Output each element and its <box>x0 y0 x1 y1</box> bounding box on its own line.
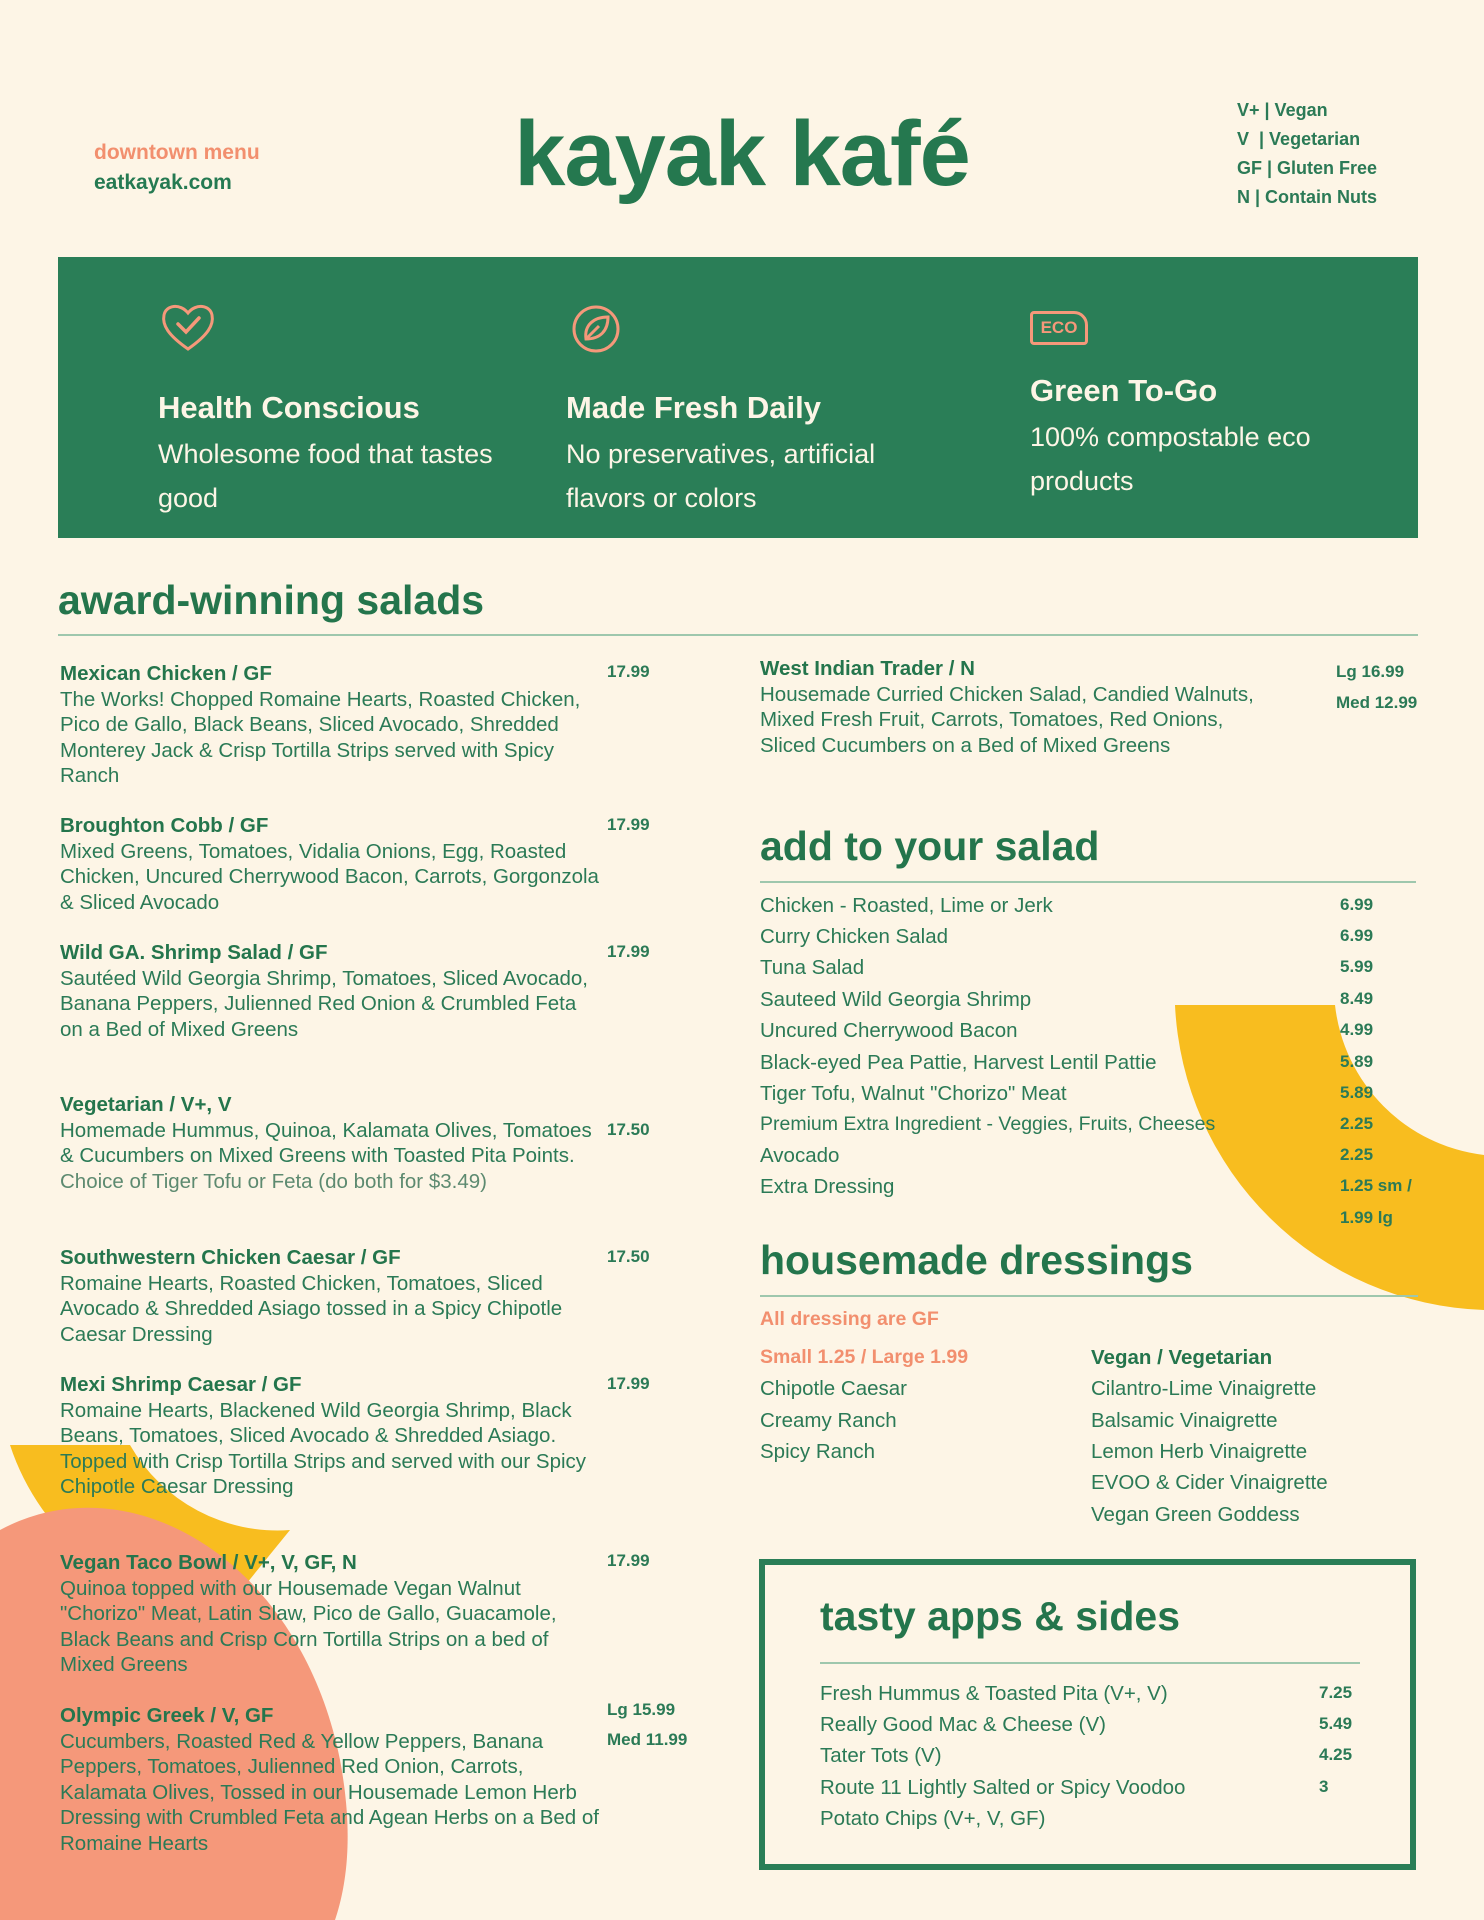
dressing-item: Chipotle Caesar <box>760 1377 907 1400</box>
salad-desc: Cucumbers, Roasted Red & Yellow Peppers, Banana Peppers, Tomatoes, Julienned Red Onion, Carrots, Kalamata Olives, Tossed in our Housemade Lemon Herb Dressing with Crumbled Feta and Agean Herbs on a Bed of Romaine Hearts <box>60 1729 599 1855</box>
feature-desc: Wholesome food that tastes good <box>158 439 493 513</box>
salad-desc: The Works! Chopped Romaine Hearts, Roasted Chicken, Pico de Gallo, Black Beans, Sliced Avocado, Shredded Monterey Jack & Crisp Tortilla Strips served with Spicy Ranch <box>60 687 581 787</box>
addon-name: Black-eyed Pea Pattie, Harvest Lentil Pattie <box>760 1051 1157 1074</box>
addon-name: Uncured Cherrywood Bacon <box>760 1019 1018 1042</box>
dressings-note: All dressing are GF <box>760 1308 939 1330</box>
menu-label: downtown menu <box>94 141 260 164</box>
app-price: 7.25 <box>1319 1683 1353 1702</box>
salad-price-large: Lg 16.99 <box>1336 662 1405 681</box>
salad-item <box>60 1245 600 1347</box>
salad-item <box>60 813 600 915</box>
addon-name: Tuna Salad <box>760 956 865 979</box>
addon-name: Avocado <box>760 1144 840 1167</box>
salad-name: West Indian Trader / N <box>760 657 975 680</box>
salad-desc: Mixed Greens, Tomatoes, Vidalia Onions, Egg, Roasted Chicken, Uncured Cherrywood Bacon, Carrots, Gorgonzola & Sliced Avocado <box>60 839 599 914</box>
feature-green <box>1030 297 1410 503</box>
dressing-item: Vegan Green Goddess <box>1091 1503 1300 1526</box>
salad-price: 17.99 <box>607 942 650 961</box>
addon-price: 8.49 <box>1340 989 1374 1008</box>
salad-desc: Housemade Curried Chicken Salad, Candied Walnuts, Mixed Fresh Fruit, Carrots, Tomatoes, Red Onions, Sliced Cucumbers on a Bed of Mixed Greens <box>760 682 1254 757</box>
dressing-item: Balsamic Vinaigrette <box>1091 1409 1278 1432</box>
eco-badge-text: ECO <box>1040 318 1078 337</box>
dressings-sizes: Small 1.25 / Large 1.99 <box>760 1346 969 1368</box>
salad-price-medium: Med 11.99 <box>607 1730 688 1749</box>
salad-desc: Romaine Hearts, Roasted Chicken, Tomatoes, Sliced Avocado & Shredded Asiago tossed in a Spicy Chipotle Caesar Dressing <box>60 1271 563 1346</box>
addon-price: 6.99 <box>1340 926 1374 945</box>
addon-name: Premium Extra Ingredient - Veggies, Fruits, Cheeses <box>760 1113 1216 1135</box>
salads-heading: award-winning salads <box>58 577 485 623</box>
salad-name: Mexican Chicken / GF <box>60 662 272 685</box>
salad-item <box>60 1092 600 1194</box>
salad-name: Vegan Taco Bowl / V+, V, GF, N <box>60 1551 357 1574</box>
app-name: Route 11 Lightly Salted or Spicy Voodoo <box>820 1776 1186 1799</box>
salad-name: Vegetarian / V+, V <box>60 1093 232 1116</box>
addon-price: 5.89 <box>1340 1052 1374 1071</box>
features-banner <box>58 257 1418 538</box>
salad-price: 17.50 <box>607 1247 650 1266</box>
diet-legend <box>1237 96 1377 212</box>
salad-price: 17.99 <box>607 1374 650 1393</box>
addon-price: 5.89 <box>1340 1083 1374 1102</box>
salad-desc: Quinoa topped with our Housemade Vegan Walnut "Chorizo" Meat, Latin Slaw, Pico de Gallo, Guacamole, Black Beans and Crisp Corn Tortilla Strips on a bed of Mixed Greens <box>60 1576 557 1676</box>
addon-price: 4.99 <box>1340 1020 1374 1039</box>
salad-desc <box>60 1118 600 1195</box>
salad-price: 17.50 <box>607 1120 650 1139</box>
dressing-item: EVOO & Cider Vinaigrette <box>1091 1471 1328 1494</box>
dressing-item: Lemon Herb Vinaigrette <box>1091 1440 1308 1463</box>
addons-rule <box>760 881 1416 883</box>
heart-check-icon <box>158 297 218 357</box>
salad-desc-main: Homemade Hummus, Quinoa, Kalamata Olives, Tomatoes & Cucumbers on Mixed Greens with Toasted Pita Points. <box>60 1118 592 1167</box>
dressings-heading: housemade dressings <box>760 1237 1193 1283</box>
salad-desc: Sautéed Wild Georgia Shrimp, Tomatoes, Sliced Avocado, Banana Peppers, Julienned Red Onion & Crumbled Feta on a Bed of Mixed Greens <box>60 966 588 1041</box>
app-name: Tater Tots (V) <box>820 1744 942 1767</box>
salad-desc-option: Choice of Tiger Tofu or Feta (do both for $3.49) <box>60 1169 487 1193</box>
dressings-rule <box>760 1295 1418 1297</box>
page-title: kayak kafé <box>514 103 970 205</box>
dressing-item: Cilantro-Lime Vinaigrette <box>1091 1377 1317 1400</box>
addon-price: 2.25 <box>1340 1114 1374 1133</box>
feature-title: Health Conscious <box>158 390 420 425</box>
salad-price: 17.99 <box>607 1551 650 1570</box>
legend-item: V+ | Vegan <box>1237 100 1328 120</box>
salad-item <box>60 940 600 1042</box>
apps-heading: tasty apps & sides <box>820 1593 1181 1639</box>
vegan-dressings-heading: Vegan / Vegetarian <box>1091 1346 1273 1369</box>
feature-desc: No preservatives, artificial flavors or colors <box>566 439 876 513</box>
salad-item <box>60 1703 600 1856</box>
salad-price-large: Lg 15.99 <box>607 1700 676 1719</box>
addon-name: Sauteed Wild Georgia Shrimp <box>760 988 1032 1011</box>
addon-name: Curry Chicken Salad <box>760 925 948 948</box>
salad-name: Wild GA. Shrimp Salad / GF <box>60 941 328 964</box>
salad-price: 17.99 <box>607 662 650 681</box>
feature-title: Green To-Go <box>1030 373 1218 408</box>
app-name: Fresh Hummus & Toasted Pita (V+, V) <box>820 1682 1168 1705</box>
salad-item <box>60 661 600 789</box>
app-name: Really Good Mac & Cheese (V) <box>820 1713 1106 1736</box>
app-name-line2: Potato Chips (V+, V, GF) <box>820 1807 1046 1830</box>
app-price: 3 <box>1319 1777 1329 1796</box>
salad-item <box>760 656 1260 758</box>
salad-price: 17.99 <box>607 815 650 834</box>
eco-badge-icon <box>1030 311 1088 345</box>
legend-item: V | Vegetarian <box>1237 129 1361 149</box>
salad-desc: Romaine Hearts, Blackened Wild Georgia Shrimp, Black Beans, Tomatoes, Sliced Avocado & Shredded Asiago. Topped with Crisp Tortilla Strips and served with our Spicy Chipotle Caesar Dressing <box>60 1398 587 1498</box>
salad-name: Broughton Cobb / GF <box>60 814 269 837</box>
feature-health <box>158 297 538 520</box>
app-price: 4.25 <box>1319 1745 1353 1764</box>
feature-fresh <box>566 297 946 520</box>
dressing-item: Spicy Ranch <box>760 1440 876 1463</box>
salad-item <box>60 1372 600 1500</box>
feature-desc: 100% compostable eco products <box>1030 422 1311 496</box>
addon-price: 6.99 <box>1340 895 1374 914</box>
addon-price: 5.99 <box>1340 957 1374 976</box>
leaf-icon <box>566 297 626 357</box>
app-price: 5.49 <box>1319 1714 1353 1733</box>
dressing-item: Creamy Ranch <box>760 1409 897 1432</box>
legend-item: N | Contain Nuts <box>1237 187 1378 207</box>
addon-name: Tiger Tofu, Walnut "Chorizo" Meat <box>760 1082 1067 1105</box>
salad-name: Southwestern Chicken Caesar / GF <box>60 1246 401 1269</box>
salad-name: Mexi Shrimp Caesar / GF <box>60 1373 302 1396</box>
salad-name: Olympic Greek / V, GF <box>60 1704 274 1727</box>
addon-price: 1.99 lg <box>1340 1208 1393 1227</box>
addons-heading: add to your salad <box>760 823 1100 869</box>
addon-price: 1.25 sm / <box>1340 1176 1412 1195</box>
website-link[interactable]: eatkayak.com <box>94 171 232 194</box>
salad-item <box>60 1550 600 1678</box>
addon-name: Chicken - Roasted, Lime or Jerk <box>760 894 1053 917</box>
salads-rule <box>58 634 1418 636</box>
addon-name: Extra Dressing <box>760 1175 895 1198</box>
legend-item: GF | Gluten Free <box>1237 158 1378 178</box>
yellow-arc-right <box>1175 1005 1484 1310</box>
salad-price-medium: Med 12.99 <box>1336 693 1418 712</box>
feature-title: Made Fresh Daily <box>566 390 821 425</box>
apps-rule <box>820 1662 1360 1664</box>
addon-price: 2.25 <box>1340 1145 1374 1164</box>
